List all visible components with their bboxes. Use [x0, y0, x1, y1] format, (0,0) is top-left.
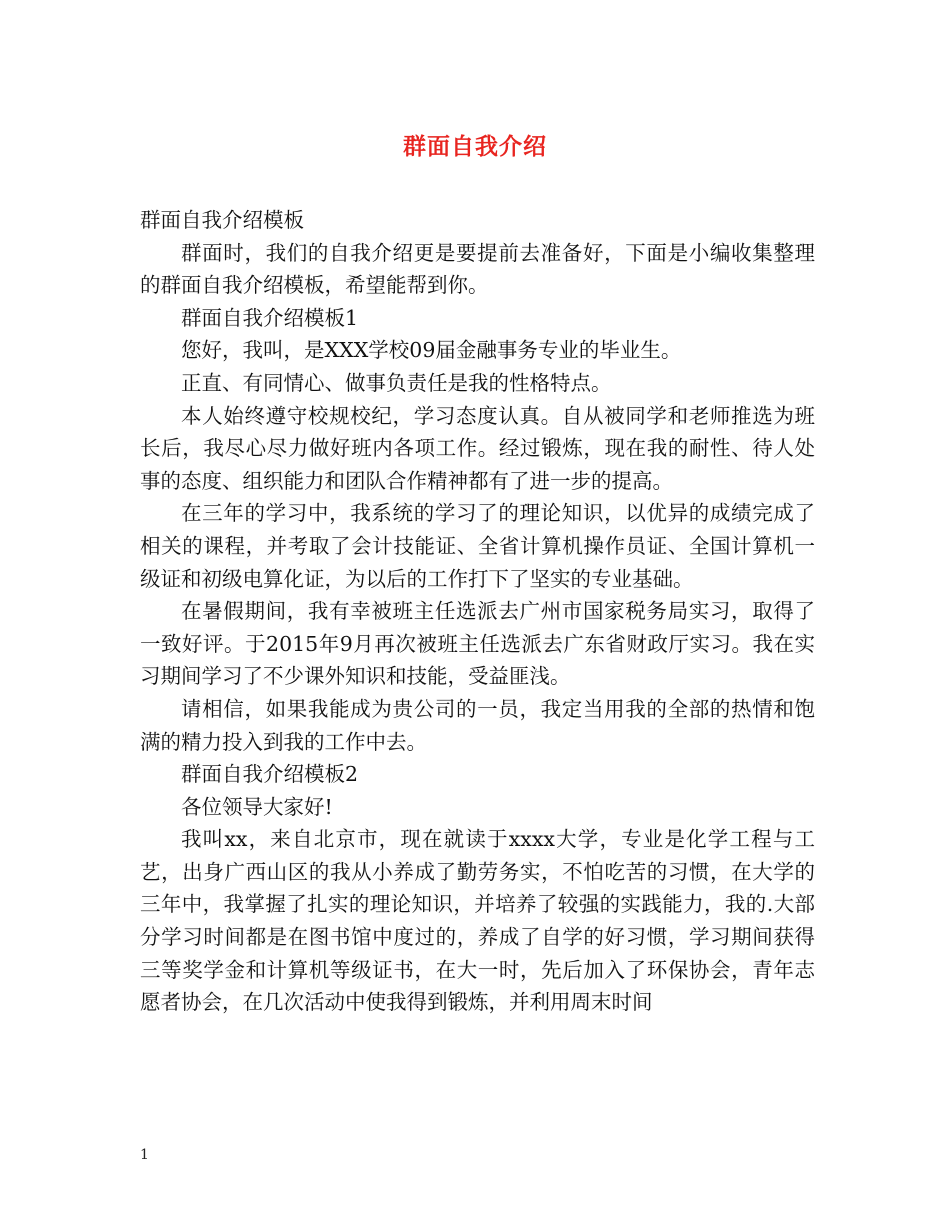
subheading-template-2: 群面自我介绍模板2	[181, 762, 359, 787]
paragraph: 在暑假期间，我有幸被班主任选派去广州市国家税务局实习，取得了一致好评。于2015年9月再次被班主任选派去广东省财政厅实习。我在实习期间学习了不少课外知识和技能，受益匪浅。	[140, 599, 815, 689]
paragraph: 在三年的学习中，我系统的学习了的理论知识，以优异的成绩完成了相关的课程，并考取了会计技能证、全省计算机操作员证、全国计算机一级证和初级电算化证，为以后的工作打下了坚实的专业基础。	[140, 501, 815, 591]
page-number: 1	[140, 1147, 149, 1163]
paragraph: 请相信，如果我能成为贵公司的一员，我定当用我的全部的热情和饱满的精力投入到我的工作中去。	[140, 696, 815, 754]
document-body	[140, 204, 815, 1019]
paragraph-greeting: 各位领导大家好!	[181, 794, 333, 819]
paragraph: 我叫xx，来自北京市，现在就读于xxxx大学，专业是化学工程与工艺，出身广西山区的我从小养成了勤劳务实，不怕吃苦的习惯，在大学的三年中，我掌握了扎实的理论知识，并培养了较强的实践能力，我的.大部分学习时间都是在图书馆中度过的，养成了自学的好习惯，学习期间获得三等奖学金和计算机等级证书，在大一时，先后加入了环保协会，青年志愿者协会，在几次活动中使我得到锻炼，并利用周末时间	[140, 827, 815, 1015]
paragraph: 您好，我叫，是XXX学校09届金融事务专业的毕业生。	[181, 338, 682, 363]
document-title: 群面自我介绍	[403, 133, 547, 160]
paragraph-intro: 群面时，我们的自我介绍更是要提前去准备好，下面是小编收集整理的群面自我介绍模板，希望能帮到你。	[140, 240, 815, 298]
paragraph: 正直、有同情心、做事负责任是我的性格特点。	[181, 370, 612, 395]
subheading-template-1: 群面自我介绍模板1	[181, 305, 359, 330]
section-heading: 群面自我介绍模板	[140, 208, 304, 232]
paragraph: 本人始终遵守校规校纪，学习态度认真。自从被同学和老师推选为班长后，我尽心尽力做好班内各项工作。经过锻炼，现在我的耐性、待人处事的态度、组织能力和团队合作精神都有了进一步的提高。	[140, 403, 815, 493]
